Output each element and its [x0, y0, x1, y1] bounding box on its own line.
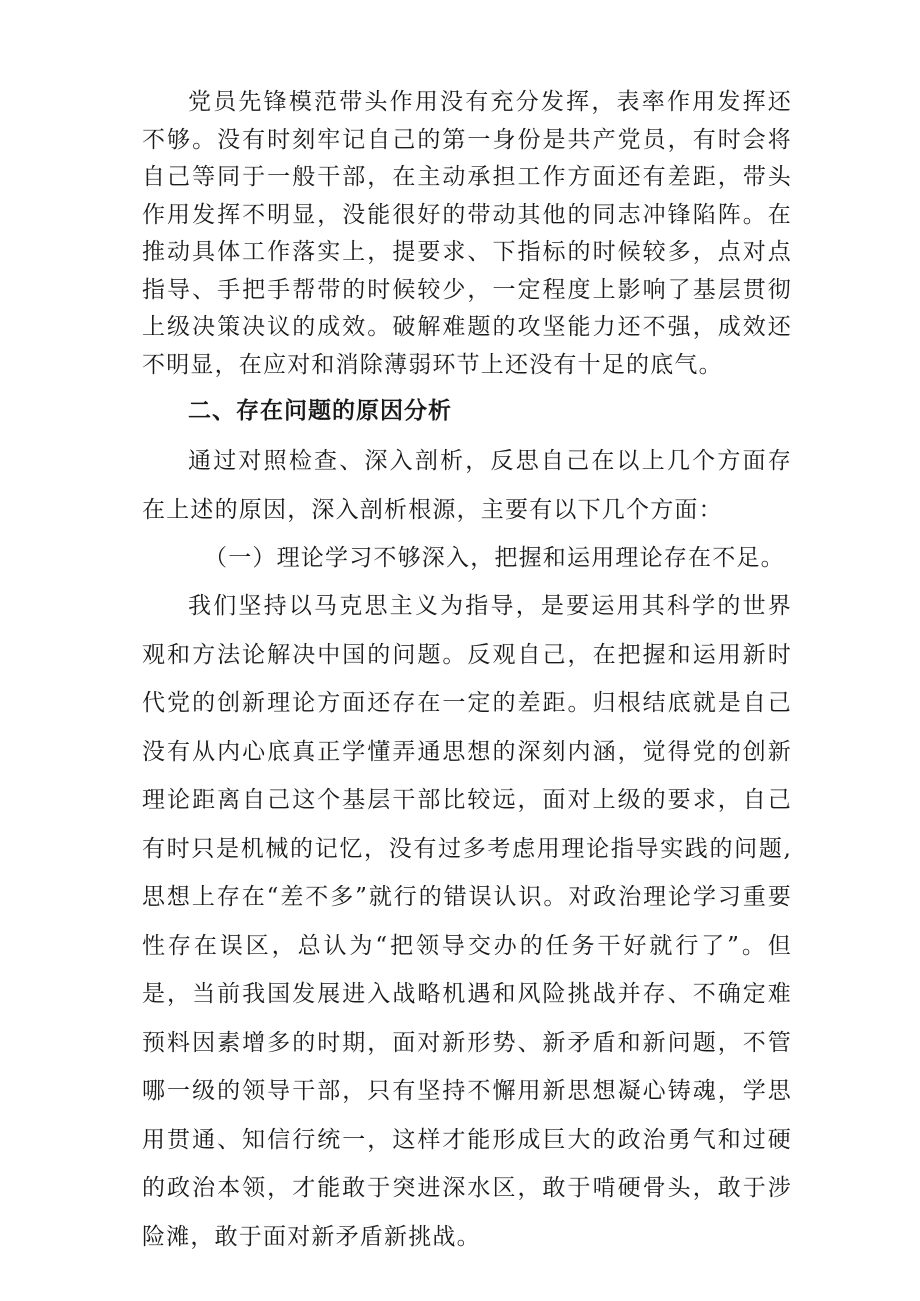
sub-heading-theory-study: （一）理论学习不够深入，把握和运用理论存在不足。 [204, 545, 785, 571]
document-body [142, 84, 792, 1261]
paragraph-cause-intro: 通过对照检查、深入剖析，反思自己在以上几个方面存在上述的原因，深入剖析根源，主要有以下几个方面： [142, 448, 792, 523]
paragraph-vanguard-role: 党员先锋模范带头作用没有充分发挥，表率作用发挥还不够。没有时刻牢记自己的第一身份是共产党员，有时会将自己等同于一般干部，在主动承担工作方面还有差距，带头作用发挥不明显，没能很好的带动其他的同志冲锋陷阵。在推动具体工作落实上，提要求、下指标的时候较多，点对点指导、手把手帮带的时候较少，一定程度上影响了基层贯彻上级决策决议的成效。破解难题的攻坚能力还不强，成效还不明显，在应对和消除薄弱环节上还没有十足的底气。 [142, 89, 792, 378]
paragraph-theory-study: 我们坚持以马克思主义为指导，是要运用其科学的世界观和方法论解决中国的问题。反观自己，在把握和运用新时代党的创新理论方面还存在一定的差距。归根结底就是自己没有从内心底真正学懂弄通思想的深刻内涵，觉得党的创新理论距离自己这个基层干部比较远，面对上级的要求，自己有时只是机械的记忆，没有过多考虑用理论指导实践的问题,思想上存在“差不多”就行的错误认识。对政治理论学习重要性存在误区，总认为“把领导交办的任务干好就行了”。但是，当前我国发展进入战略机遇和风险挑战并存、不确定难预料因素增多的时期，面对新形势、新矛盾和新问题，不管哪一级的领导干部，只有坚持不懈用新思想凝心铸魂，学思用贯通、知信行统一，这样才能形成巨大的政治勇气和过硬的政治本领，才能敢于突进深水区，敢于啃硬骨头，敢于涉险滩，敢于面对新矛盾新挑战。 [142, 593, 792, 1250]
section-heading-cause-analysis: 二、存在问题的原因分析 [188, 398, 452, 424]
